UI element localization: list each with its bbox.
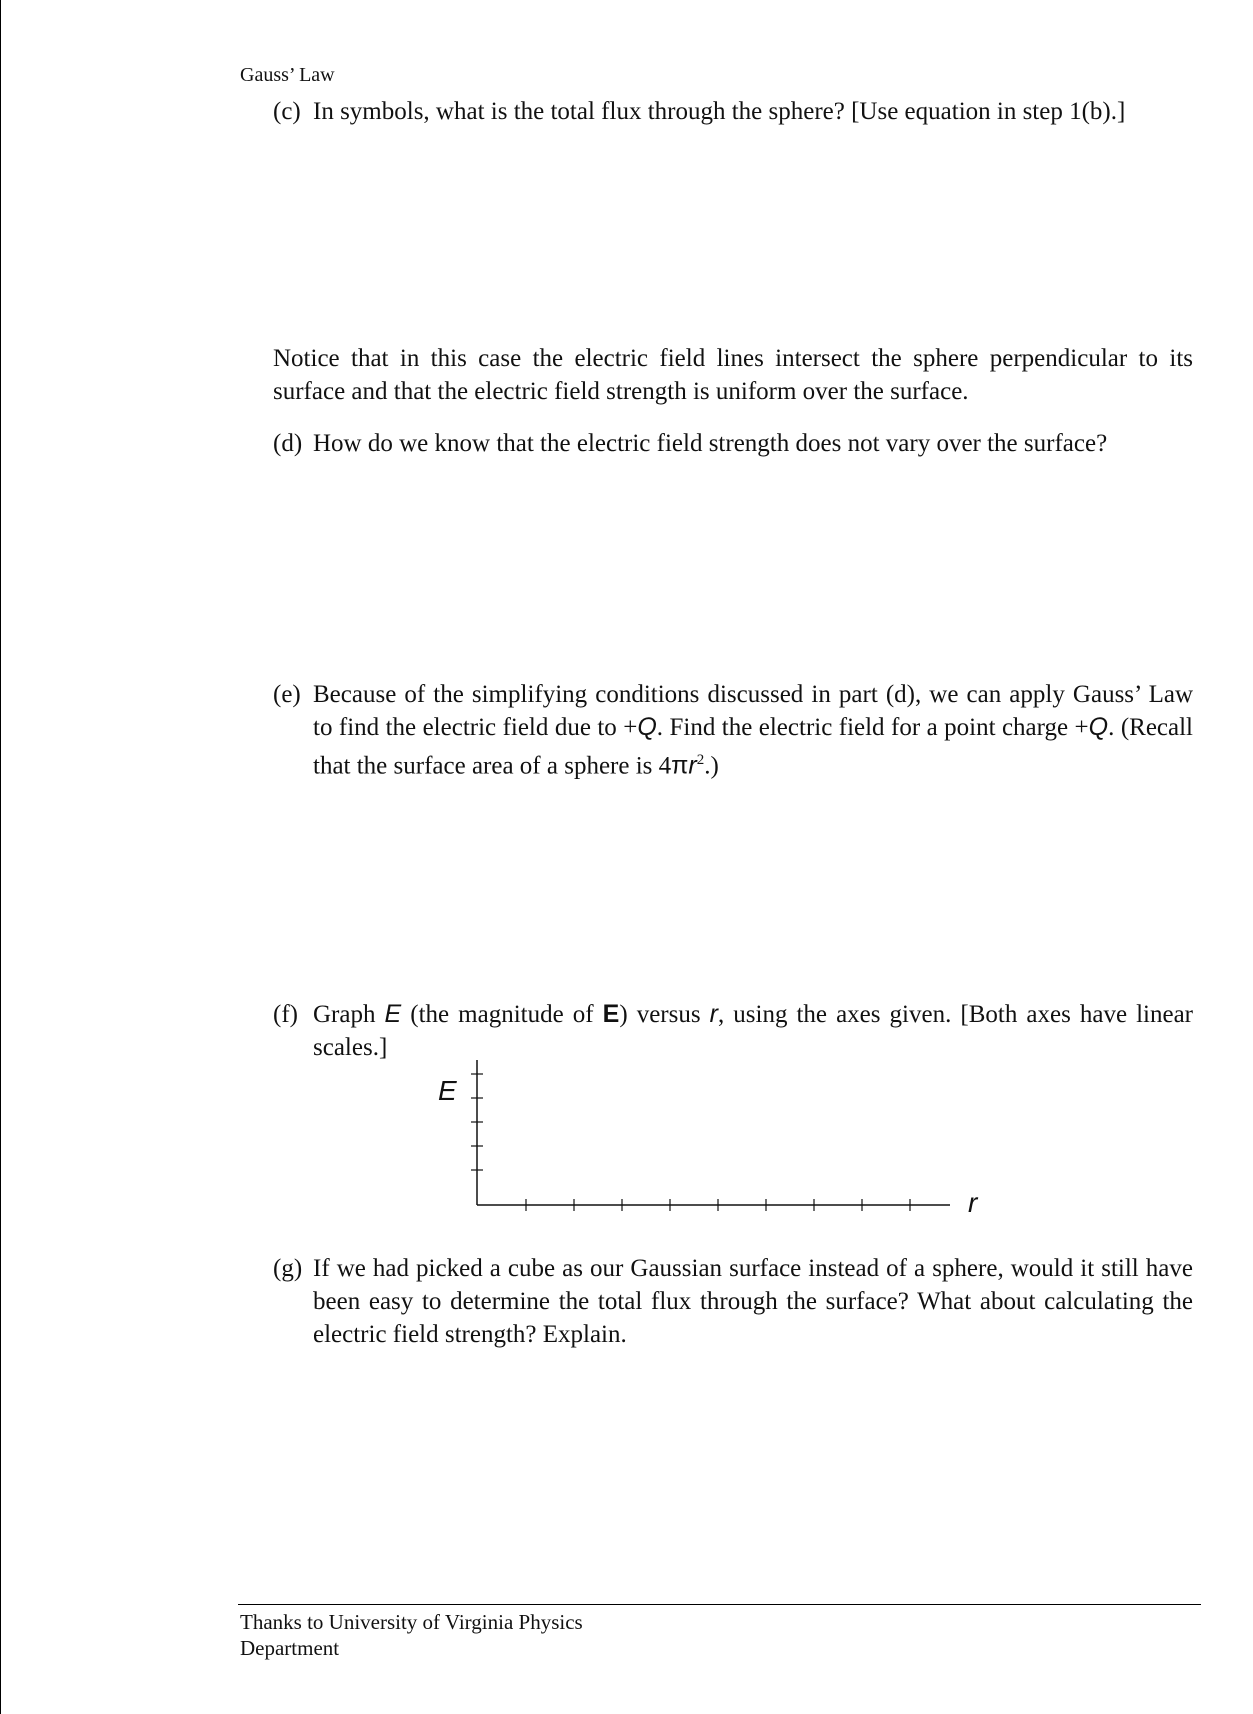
pi-symbol: π (671, 751, 689, 780)
question-c-text: In symbols, what is the total flux through the sphere? [Use equation in step 1(b).] (313, 98, 1126, 125)
footer-line-1: Thanks to University of Virginia Physics (240, 1610, 583, 1634)
question-f-text (313, 998, 1193, 1064)
question-f-text-2: (the magnitude of (401, 1001, 603, 1028)
footer-credit (240, 1609, 660, 1661)
question-e-text (313, 678, 1193, 782)
notice-paragraph: Notice that in this case the electric field lines intersect the sphere perpendicular to its surface and that the electric field strength is uniform over the surface. (273, 345, 1193, 405)
page-left-edge-rule (0, 0, 1, 1714)
radius-r-symbol: r (709, 1000, 718, 1028)
question-e-label: (e) (273, 681, 301, 708)
question-f-text-4: , using the axes given. [Both axes have linear scales.] (313, 1001, 1193, 1061)
y-axis-label: E (438, 1075, 457, 1106)
question-e-text-2: . Find the electric field for a point charge + (656, 714, 1089, 741)
question-c (273, 95, 1193, 128)
question-g-text: If we had picked a cube as our Gaussian surface instead of a sphere, would it still have been easy to determine the total flux through the surface? What about calculating the electric field strength? Explain. (313, 1255, 1193, 1348)
running-header: Gauss’ Law (240, 64, 335, 86)
question-d (273, 427, 1193, 460)
field-e-symbol: E (384, 1000, 402, 1028)
question-c-label: (c) (273, 98, 301, 125)
question-d-label: (d) (273, 430, 303, 457)
question-e-text-4: .) (704, 752, 719, 780)
question-g-label: (g) (273, 1255, 303, 1282)
exponent: 2 (696, 752, 705, 768)
question-f (273, 998, 1193, 1064)
question-g (273, 1252, 1193, 1351)
graph-svg (430, 1060, 990, 1230)
question-f-text-1: Graph (313, 1001, 385, 1028)
charge-q-symbol-2: Q (1088, 713, 1109, 741)
blank-graph-axes (430, 1060, 990, 1230)
question-f-text-3: ) versus (619, 1001, 710, 1028)
radius-symbol: r (688, 751, 697, 780)
question-e (273, 678, 1193, 782)
question-e-text-3: . (Recall that the surface area of a sphere is 4 (313, 714, 1193, 780)
question-f-label: (f) (273, 1001, 298, 1028)
question-e-text-1: Because of the simplifying conditions discussed in part (d), we can apply Gauss’ Law to find the electric field due to + (313, 681, 1193, 741)
question-d-text: How do we know that the electric field strength does not vary over the surface? (313, 430, 1108, 457)
footer-line-2: Department (240, 1636, 340, 1660)
charge-q-symbol: Q (637, 713, 657, 741)
footer-divider (238, 1604, 1201, 1605)
x-axis-label: r (968, 1187, 978, 1218)
field-vector-e-symbol: E (602, 1000, 620, 1028)
